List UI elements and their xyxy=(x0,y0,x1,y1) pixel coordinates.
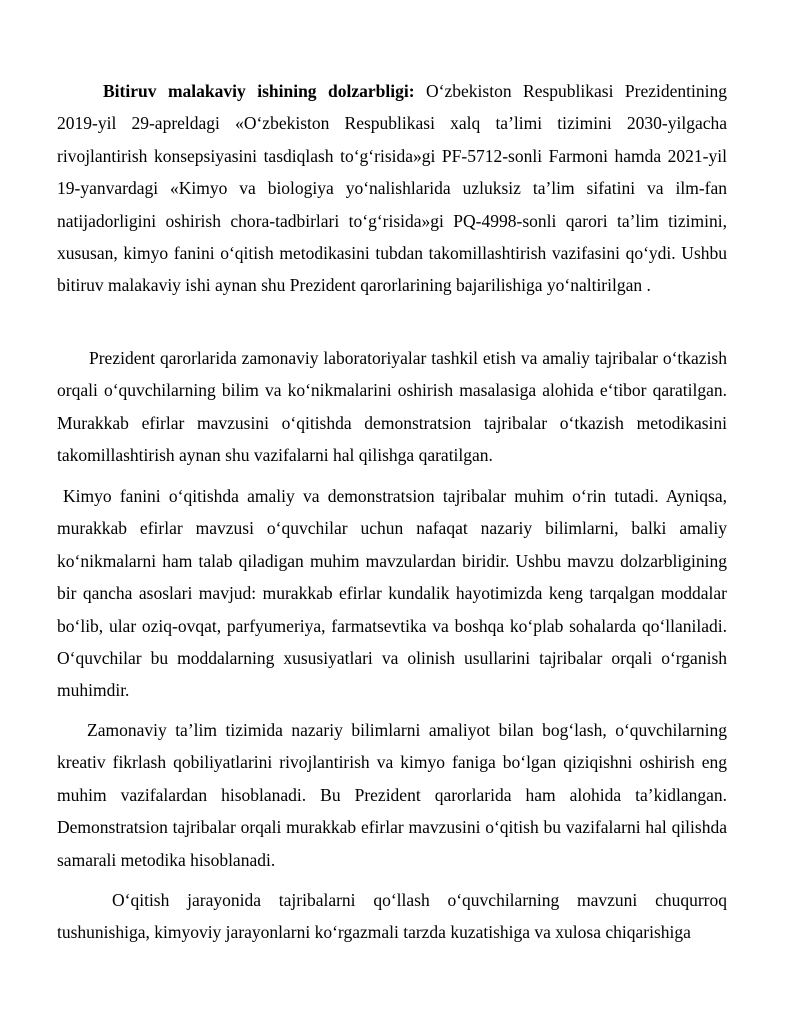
paragraph-relevance xyxy=(57,75,727,302)
paragraph-text: O‘qitish jarayonida tajribalarni qo‘llash o‘quvchilarning mavzuni chuqurroq tushunishiga, kimyoviy jarayonlarni ko‘rgazmali tarzda kuzatishiga va xulosa chiqarishiga xyxy=(57,890,727,943)
section-heading: Bitiruv malakaviy ishining dolzarbligi: xyxy=(103,81,415,101)
paragraph-text: Kimyo fanini o‘qitishda amaliy va demonstratsion tajribalar muhim o‘rin tutadi. Ayniqsa, murakkab efirlar mavzusi o‘quvchilar uchun nafaqat nazariy bilimlarni, balki amaliy ko‘nikmalarni ham talab qiladigan muhim mavzulardan biridir. Ushbu mavzu dolzarbligining bir qancha asoslari mavjud: murakkab efirlar kundalik hayotimizda keng tarqalgan moddalar bo‘lib, ular oziq-ovqat, parfyumeriya, farmatsevtika va boshqa ko‘plab sohalarda qo‘llaniladi. O‘quvchilar bu moddalarning xususiyatlari va olinish usullarini tajribalar orqali o‘rganish muhimdir. xyxy=(57,486,727,701)
paragraph-text: O‘zbekiston Respublikasi Prezidentining 2019-yil 29-apreldagi «O‘zbekiston Respublikasi xalq ta’limi tizimini 2030-yilgacha rivojlantirish konsepsiyasini tasdiqlash to‘g‘risida»gi PF-5712-sonli Farmoni hamda 2021-yil 19-yanvardagi «Kimyo va biologiya yo‘nalishlarida uzluksiz ta’lim sifatini va ilm-fan natijadorligini oshirish chora-tadbirlari to‘g‘risida»gi PQ-4998-sonli qarori ta’lim tizimini, xususan, kimyo fanini o‘qitish metodikasini tubdan takomillashtirish vazifasini qo‘ydi. Ushbu bitiruv malakaviy ishi aynan shu Prezident qarorlarining bajarilishiga yo‘naltirilgan . xyxy=(57,81,727,296)
paragraph-text: Prezident qarorlarida zamonaviy laboratoriyalar tashkil etish va amaliy tajribalar o‘tkazish orqali o‘quvchilarning bilim va ko‘nikmalarini oshirish masalasiga alohida e‘tibor qaratilgan. Murakkab efirlar mavzusini o‘qitishda demonstratsion tajribalar o‘tkazish metodikasini takomillashtirish aynan shu vazifalarni hal qilishga qaratilgan. xyxy=(57,348,727,466)
paragraph-text: Zamonaviy ta’lim tizimida nazariy bilimlarni amaliyot bilan bog‘lash, o‘quvchilarning kreativ fikrlash qobiliyatlarini rivojlantirish va kimyo faniga bo‘lgan qiziqishni oshirish eng muhim vazifalardan hisoblanadi. Bu Prezident qarorlarida ham alohida ta’kidlangan. Demonstratsion tajribalar orqali murakkab efirlar mavzusini o‘qitish bu vazifalarni hal qilishda samarali metodika hisoblanadi. xyxy=(57,720,727,870)
